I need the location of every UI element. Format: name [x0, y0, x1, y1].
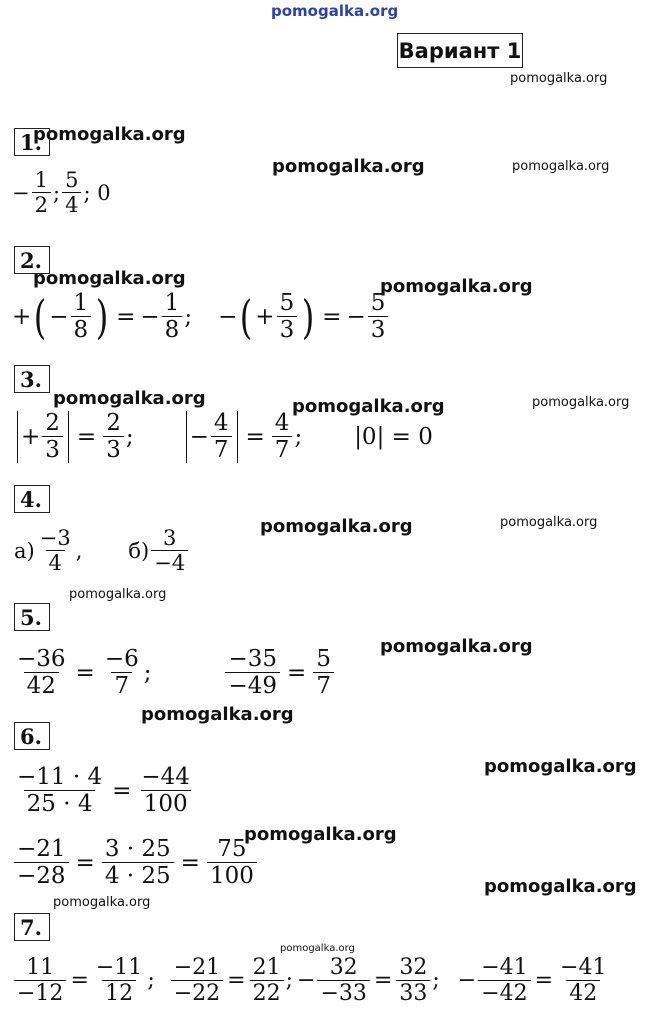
fraction-numerator: −41: [560, 955, 607, 980]
fraction-numerator: −11: [95, 955, 143, 980]
fraction-denominator: 12: [102, 980, 136, 1006]
fraction-denominator: −33: [317, 980, 369, 1006]
fraction-numerator: 3: [163, 526, 177, 550]
fraction-denominator: −28: [14, 862, 69, 889]
fraction-denominator: 42: [566, 980, 600, 1006]
task-number-5: 5.: [14, 603, 50, 631]
fraction-numerator: 1: [34, 168, 48, 192]
watermark: pomogalka.org: [484, 876, 637, 897]
fraction-denominator: 100: [141, 790, 191, 817]
task-number-2: 2.: [14, 246, 50, 274]
task-6-line-1: $\frac{-11 \cdot 4}{25 \cdot 4}$ = $\frac{-44}{100}$: [12, 764, 195, 818]
fraction-numerator: 75: [217, 836, 247, 862]
fraction-numerator: −21: [173, 955, 221, 980]
watermark: pomogalka.org: [484, 756, 637, 777]
fraction-denominator: −22: [171, 980, 223, 1006]
task-1-expression: − $\frac{1}{2}$ ; $\frac{5}{4}$ ; 0: [12, 168, 111, 218]
variant-title: Вариант 1: [397, 33, 523, 68]
fraction-denominator: 7: [211, 436, 232, 463]
watermark: pomogalka.org: [69, 587, 167, 602]
fraction-denominator: 7: [111, 672, 132, 699]
fraction-numerator: 11: [26, 955, 55, 980]
task-2-expression: + ( − $\frac{1}{8}$ ) = − $\frac{1}{8}$ ; − ( + $\frac{5}{3}$ ) = − $\frac{5}{3}$: [12, 290, 390, 344]
fraction-denominator: 4: [62, 192, 81, 217]
watermark: pomogalka.org: [53, 388, 206, 409]
watermark-top[interactable]: pomogalka.org: [271, 2, 399, 20]
fraction-numerator: 5: [65, 168, 79, 192]
fraction-denominator: 3: [277, 316, 298, 343]
fraction-numerator: 2: [106, 410, 121, 436]
fraction-numerator: −6: [104, 646, 139, 672]
fraction-denominator: 22: [250, 980, 284, 1006]
task-4-expression: а) $\frac{-3}{4}$ , б) $\frac{3}{-4}$: [14, 526, 190, 575]
watermark: pomogalka.org: [510, 71, 608, 86]
fraction-denominator: 7: [313, 672, 334, 699]
fraction-denominator: 3: [42, 436, 63, 463]
fraction-denominator: −49: [225, 672, 280, 699]
fraction-denominator: 100: [207, 862, 257, 889]
fraction-denominator: 42: [24, 672, 59, 699]
watermark: pomogalka.org: [512, 159, 610, 174]
watermark: pomogalka.org: [280, 943, 355, 954]
task-5-expression: $\frac{-36}{42}$ = $\frac{-6}{7}$ ; $\frac{-35}{-49}$ = $\frac{5}{7}$: [12, 646, 336, 700]
task-number-4: 4.: [14, 485, 50, 513]
fraction-numerator: −21: [17, 836, 66, 862]
task-number-1: 1.: [14, 128, 50, 156]
watermark: pomogalka.org: [380, 636, 533, 657]
fraction-numerator: 2: [45, 410, 60, 436]
part-a-label: а): [14, 538, 35, 563]
fraction-numerator: 5: [370, 290, 386, 316]
watermark: pomogalka.org: [244, 824, 397, 845]
fraction-numerator: −11 · 4: [17, 764, 103, 790]
fraction-numerator: −36: [17, 646, 66, 672]
fraction-denominator: 8: [162, 316, 183, 343]
fraction-denominator: 25 · 4: [24, 790, 96, 817]
watermark: pomogalka.org: [500, 515, 598, 530]
watermark: pomogalka.org: [532, 395, 630, 410]
fraction-denominator: 4 · 25: [102, 862, 174, 889]
watermark: pomogalka.org: [292, 396, 445, 417]
task-7-expression: $\frac{11}{-12}$ = $\frac{-11}{12}$ ; $\frac{-21}{-22}$ = $\frac{21}{22}$ ; − $\frac{32}{-33}$ = $\frac{32}{33}$ ; − $\frac{-41}{-42}$ = $\frac{-41}{42}$: [12, 955, 612, 1007]
task-number-6: 6.: [14, 722, 50, 750]
fraction-denominator: 2: [32, 192, 51, 217]
task-number-7: 7.: [14, 913, 50, 941]
fraction-numerator: −35: [228, 646, 278, 672]
watermark: pomogalka.org: [33, 268, 186, 289]
fraction-numerator: 1: [73, 290, 89, 316]
fraction-denominator: −42: [478, 980, 530, 1006]
fraction-numerator: 32: [399, 955, 428, 980]
fraction-numerator: 32: [329, 955, 358, 980]
fraction-denominator: 3: [368, 316, 389, 343]
fraction-numerator: −41: [481, 955, 528, 980]
watermark: pomogalka.org: [53, 895, 151, 910]
watermark: pomogalka.org: [33, 124, 186, 145]
fraction-denominator: 3: [103, 436, 124, 463]
watermark: pomogalka.org: [141, 704, 294, 725]
watermark: pomogalka.org: [380, 276, 533, 297]
watermark: pomogalka.org: [272, 156, 425, 177]
fraction-numerator: 4: [213, 410, 229, 436]
fraction-numerator: 5: [316, 646, 331, 672]
task-3-expression: + $\frac{2}{3}$ = $\frac{2}{3}$ ; − $\frac{4}{7}$ = $\frac{4}{7}$ ; |0| = 0: [14, 410, 433, 464]
fraction-denominator: 8: [71, 316, 92, 343]
fraction-numerator: 21: [252, 955, 281, 980]
task-1-rest: ; 0: [83, 180, 111, 205]
fraction-denominator: −12: [14, 980, 66, 1006]
part-b-label: б): [128, 538, 150, 563]
task-3-zero: |0| = 0: [354, 423, 433, 450]
fraction-denominator: 33: [396, 980, 430, 1006]
fraction-numerator: 1: [164, 290, 180, 316]
fraction-numerator: −3: [39, 526, 71, 550]
fraction-numerator: −44: [141, 764, 190, 790]
fraction-numerator: 5: [279, 290, 295, 316]
fraction-denominator: −4: [151, 550, 188, 575]
fraction-denominator: 4: [46, 550, 65, 575]
fraction-denominator: 7: [272, 436, 293, 463]
watermark: pomogalka.org: [260, 516, 413, 537]
task-number-3: 3.: [14, 365, 50, 393]
task-6-line-2: $\frac{-21}{-28}$ = $\frac{3 \cdot 25}{4 \cdot 25}$ = $\frac{75}{100}$: [12, 836, 259, 890]
fraction-numerator: 4: [274, 410, 290, 436]
fraction-numerator: 3 · 25: [104, 836, 171, 862]
